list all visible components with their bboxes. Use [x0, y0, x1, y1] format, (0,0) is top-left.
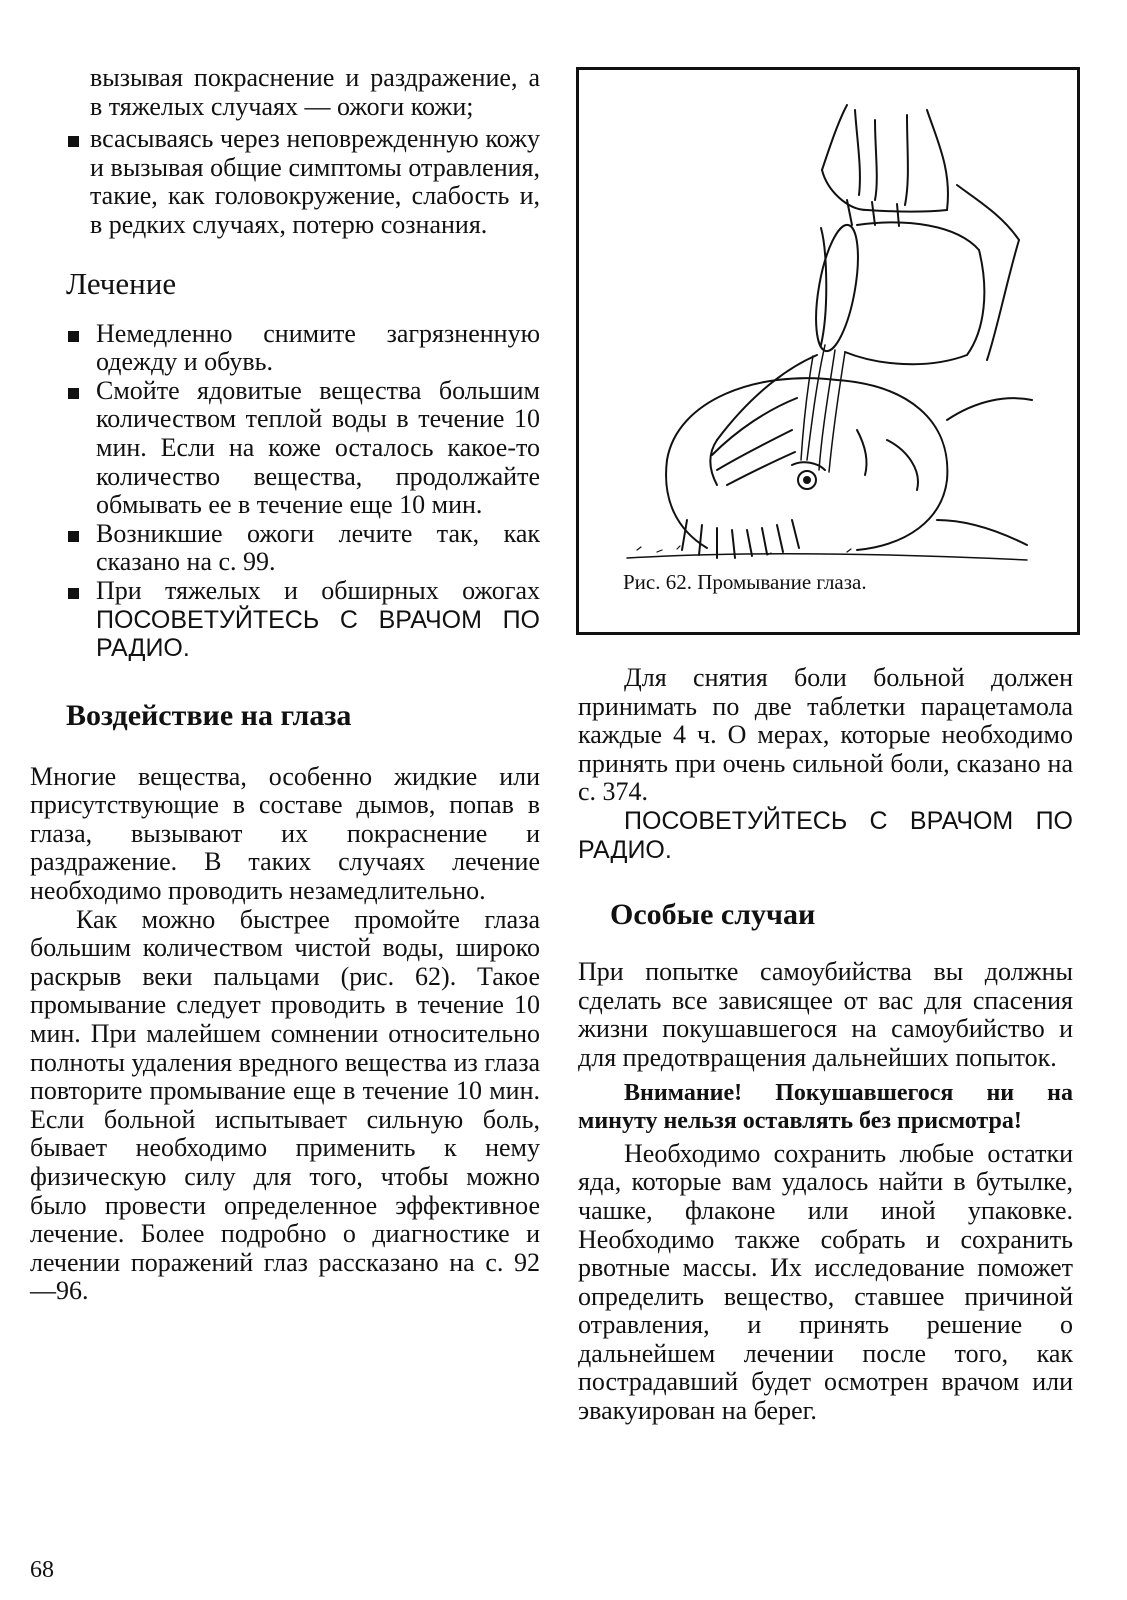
list-item	[60, 577, 540, 663]
bullet-icon	[68, 388, 79, 399]
treatment-heading: Лечение	[66, 265, 177, 301]
list-item-text: При тяжелых и обширных ожогах	[96, 575, 540, 605]
list-item	[60, 377, 540, 520]
bullet-icon	[68, 588, 79, 599]
radio-advice-caps: ПОСОВЕТУЙТЕСЬ С ВРАЧОМ ПО РАДИО.	[578, 806, 1073, 864]
list-item-text: всасываясь через неповрежденную кожу и вызывая общие симптомы отравления, такие, как головокружение, слабость и, в редких случаях, потерю сознания.	[90, 124, 540, 239]
list-item	[60, 520, 540, 577]
intro-bullet-list	[30, 125, 540, 239]
special-heading: Особые случаи	[610, 898, 816, 932]
pain-paragraph: Для снятия боли больной должен принимать по две таблетки парацетамола каждые 4 ч. О мерах, которые необходимо принять при очень сильной боли, сказано на с. 374.	[578, 663, 1073, 807]
special-paragraph-2: Необходимо сохранить любые остатки яда, которые вам удалось найти в бутылке, чашке, флаконе или иной упаковке. Необходимо также собрать и сохранить рвотные массы. Их исследование поможет определить вещество, ставшее причиной отравления, и принять решение о дальнейшем лечении после того, как пострадавший будет осмотрен врачом или эвакуирован на берег.	[578, 1138, 1073, 1426]
right-column	[578, 0, 1073, 1426]
treatment-list	[30, 320, 540, 663]
bullet-icon	[68, 136, 79, 147]
eyes-paragraph-2: Как можно быстрее промойте глаза большим количеством чистой воды, широко раскрыв веки пальцами (рис. 62). Такое промывание следует проводить в течение 10 мин. При малейшем сомнении относительно полноты удаления вредного вещества из глаза повторите промывание еще в течение 10 мин. Если больной испытывает сильную боль, бывает необходимо применить к нему физическую силу для того, чтобы можно было провести определенное эффективное лечение. Более подробно о диагностике и лечении поражений глаз рассказано на с. 92—96.	[30, 904, 540, 1306]
page-number: 68	[30, 1557, 54, 1583]
list-item-text: Немедленно снимите загрязненную одежду и обувь.	[96, 318, 540, 377]
list-item-text: Возникшие ожоги лечите так, как сказано на с. 99.	[96, 518, 540, 577]
bullet-icon	[68, 531, 79, 542]
figure-caption: Рис. 62. Промывание глаза.	[623, 570, 867, 594]
list-item	[30, 125, 540, 239]
eyes-heading: Воздействие на глаза	[66, 698, 352, 732]
left-column	[30, 0, 540, 1306]
special-warning: Внимание! Покушавшегося ни на минуту нельзя оставлять без присмотра!	[578, 1079, 1073, 1135]
list-item	[60, 320, 540, 377]
eyes-paragraph-1: Многие вещества, особенно жидкие или присутствующие в составе дымов, попав в глаза, вызывают их покраснение и раздражение. В таких случаях лечение необходимо проводить незамедлительно.	[30, 761, 540, 906]
bullet-icon	[68, 331, 79, 342]
special-paragraph-1: При попытке самоубийства вы должны сделать все зависящее от вас для спасения жизни покушавшегося на самоубийство и для предотвращения дальнейших попыток.	[578, 957, 1073, 1072]
list-item-text: Смойте ядовитые вещества большим количеством теплой воды в течение 10 мин. Если на коже осталось какое-то количество вещества, продолжайте обмывать ее в течение еще 10 мин.	[96, 375, 540, 520]
intro-text: вызывая покраснение и раздражение, а в тяжелых случаях — ожоги кожи;	[90, 63, 540, 121]
radio-advice-caps: ПОСОВЕТУЙТЕСЬ С ВРАЧОМ ПО РАДИО.	[96, 605, 540, 663]
